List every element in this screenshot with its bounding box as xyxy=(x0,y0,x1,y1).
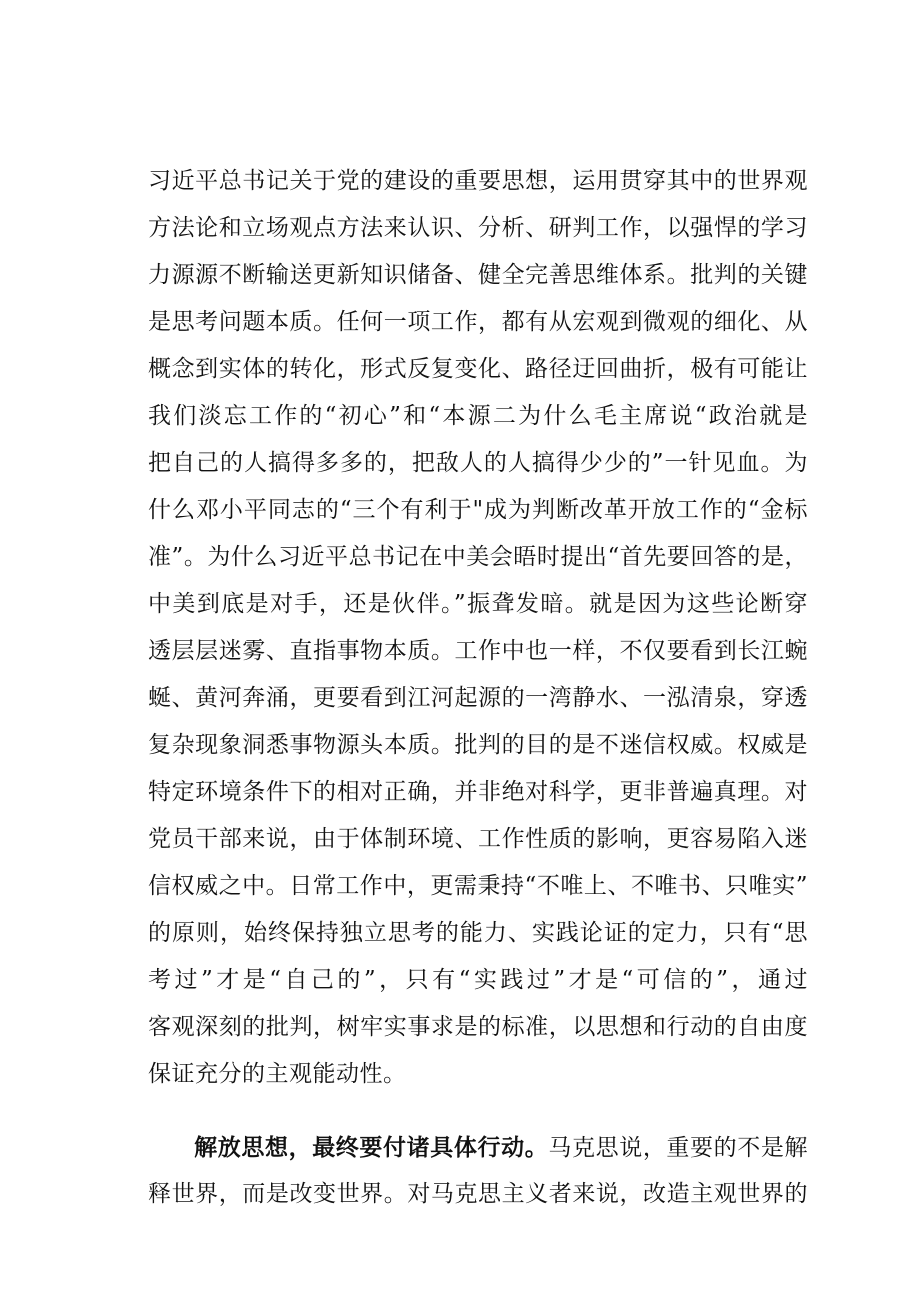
text-line: 特定环境条件下的相对正确，并非绝对科学，更非普遍真理。对 xyxy=(148,779,808,805)
paragraph-1 xyxy=(148,158,808,1098)
text-line: 是思考问题本质。任何一项工作，都有从宏观到微观的细化、从 xyxy=(148,309,808,335)
text-line: 把自己的人搞得多多的，把敌人的人搞得少少的”一针见血。为 xyxy=(148,450,808,476)
text-line: 考过”才是“自己的”，只有“实践过”才是“可信的”，通过 xyxy=(148,967,808,993)
paragraph-heading: 解放思想，最终要付诸具体行动。 xyxy=(194,1134,549,1161)
body-text xyxy=(148,158,808,1218)
text-line: 保证充分的主观能动性。 xyxy=(148,1061,407,1087)
paragraph-text: 马克思说，重要的不是解 xyxy=(548,1135,809,1161)
text-line: 信权威之中。日常工作中，更需秉持“不唯上、不唯书、只唯实” xyxy=(148,873,808,899)
paragraph-spacer xyxy=(148,1098,808,1124)
text-line: 释世界，而是改变世界。对马克思主义者来说，改造主观世界的 xyxy=(148,1181,808,1207)
text-line: 概念到实体的转化，形式反复变化、路径迂回曲折，极有可能让 xyxy=(148,356,808,382)
text-line: 中美到底是对手，还是伙伴。”振聋发暗。就是因为这些论断穿 xyxy=(148,591,808,617)
text-line: 透层层迷雾、直指事物本质。工作中也一样，不仅要看到长江蜿 xyxy=(148,638,808,664)
text-line: 准”。为什么习近平总书记在中美会晤时提出“首先要回答的是， xyxy=(148,544,808,570)
text-line: 习近平总书记关于党的建设的重要思想，运用贯穿其中的世界观 xyxy=(148,168,808,194)
text-line: 我们淡忘工作的“初心”和“本源二为什么毛主席说“政治就是 xyxy=(148,403,808,429)
text-line: 党员干部来说，由于体制环境、工作性质的影响，更容易陷入迷 xyxy=(148,826,808,852)
text-line xyxy=(148,1124,808,1171)
text-line: 什么邓小平同志的“三个有利于"成为判断改革开放工作的“金标 xyxy=(148,497,808,523)
text-line: 力源源不断输送更新知识储备、健全完善思维体系。批判的关键 xyxy=(148,262,808,288)
text-line: 方法论和立场观点方法来认识、分析、研判工作，以强悍的学习 xyxy=(148,215,808,241)
text-line: 客观深刻的批判，树牢实事求是的标准，以思想和行动的自由度 xyxy=(148,1014,808,1040)
text-line: 蜒、黄河奔涌，更要看到江河起源的一湾静水、一泓清泉，穿透 xyxy=(148,685,808,711)
text-line: 复杂现象洞悉事物源头本质。批判的目的是不迷信权威。权威是 xyxy=(148,732,808,758)
paragraph-2 xyxy=(148,1124,808,1218)
text-line: 的原则，始终保持独立思考的能力、实践论证的定力，只有“思 xyxy=(148,920,808,946)
